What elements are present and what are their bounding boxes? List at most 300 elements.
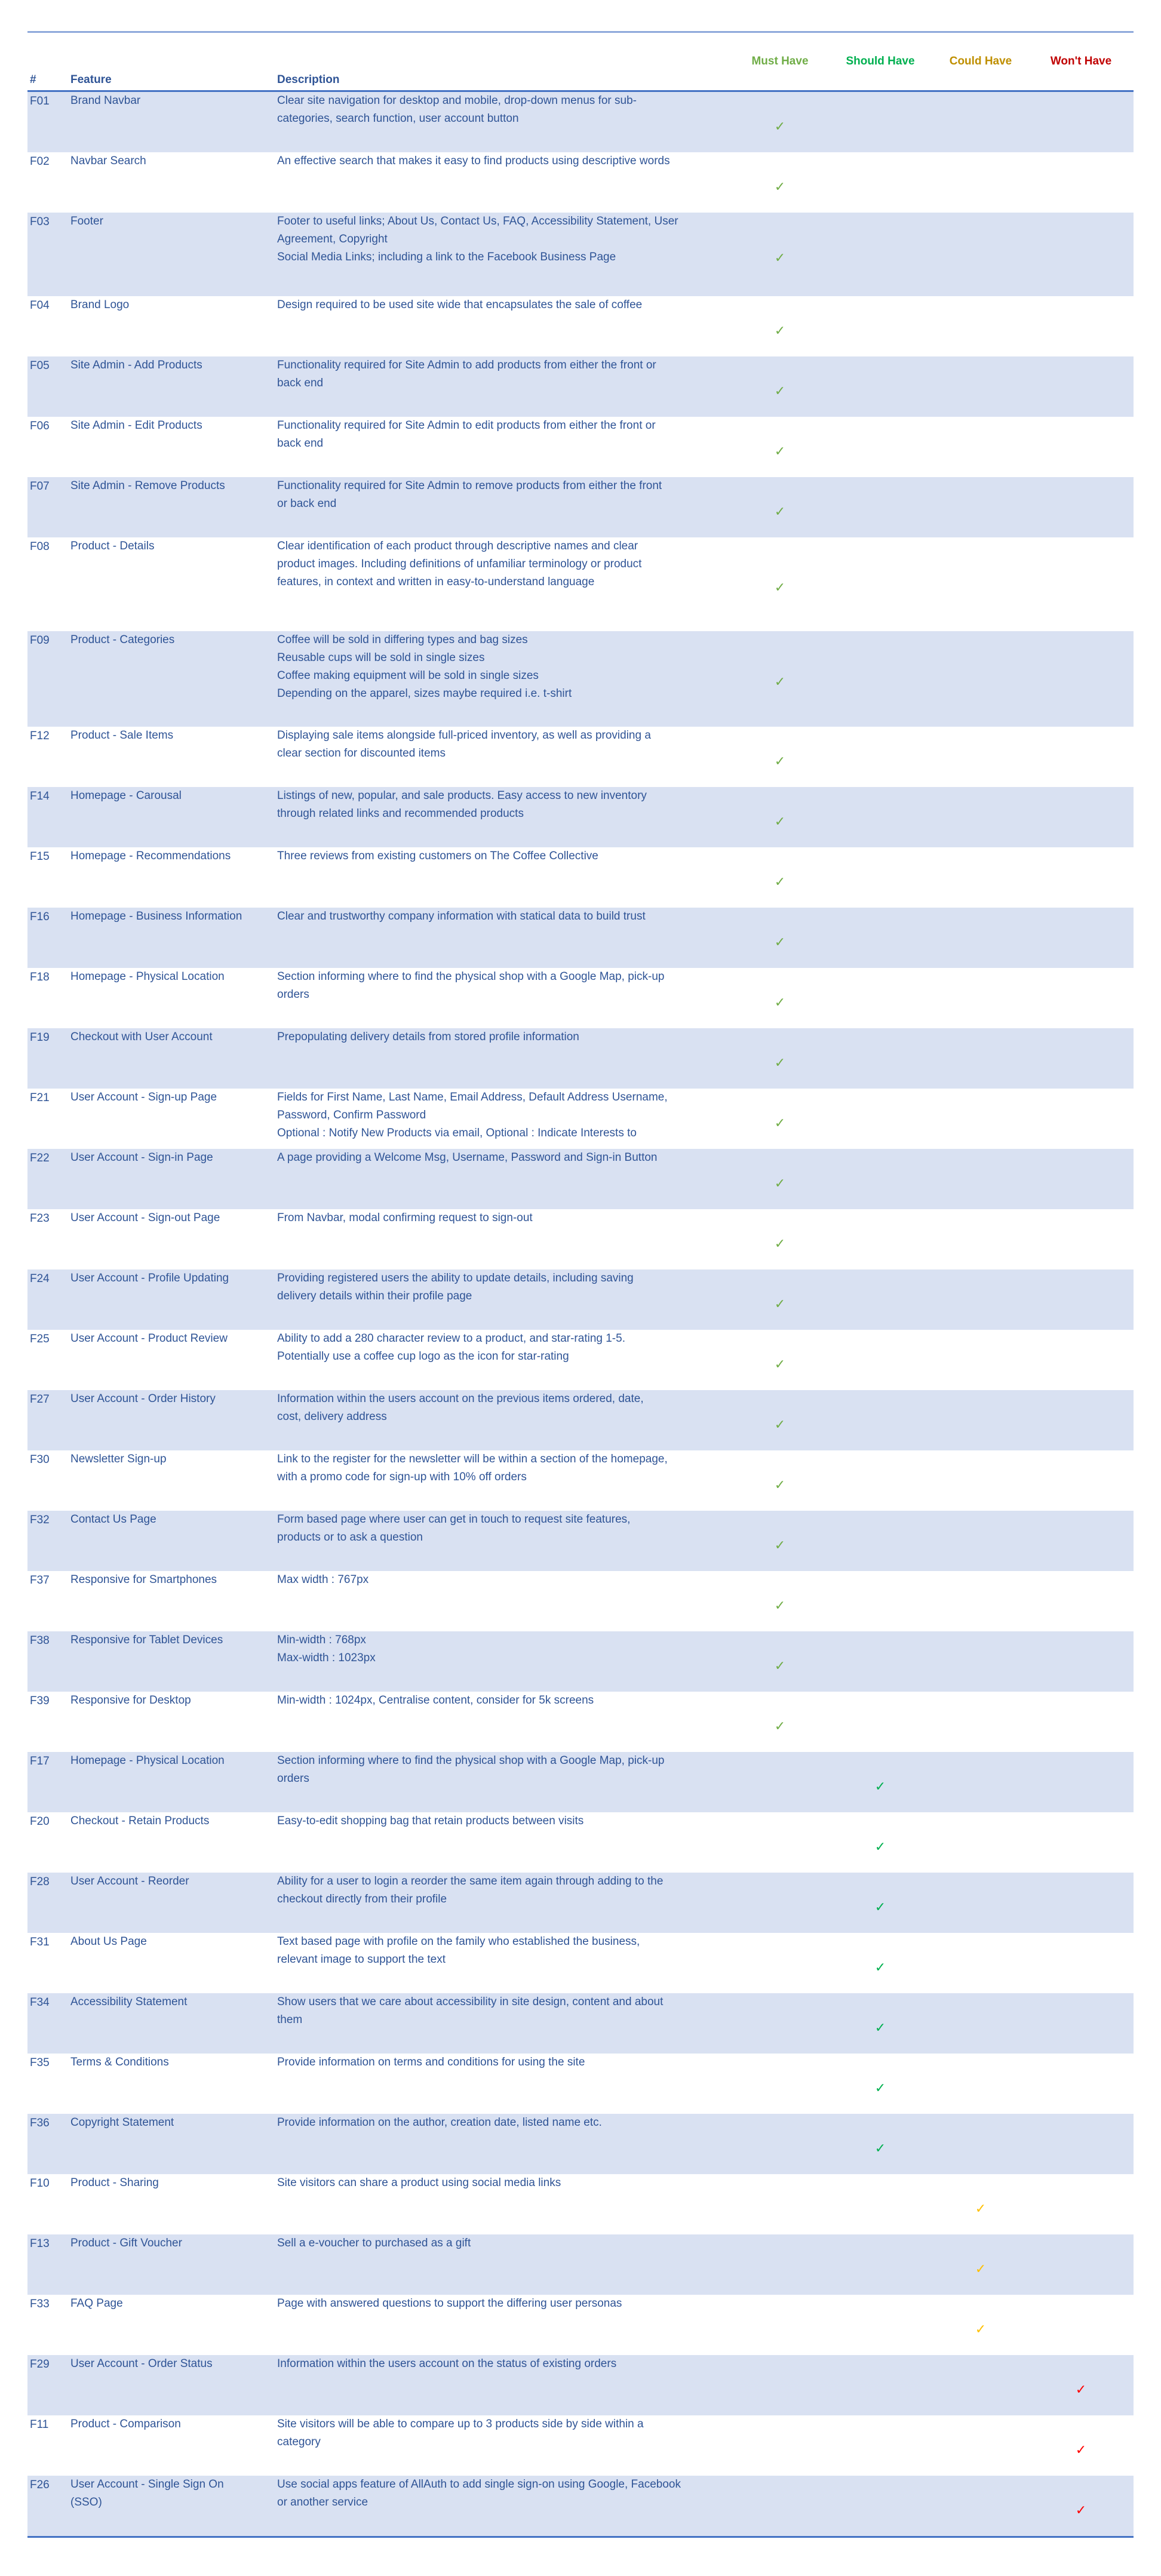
- feature-id: F12: [30, 730, 50, 742]
- priority-check-icon: ✓: [774, 754, 786, 769]
- priority-check-icon: ✓: [975, 2261, 987, 2276]
- feature-name: [70, 1028, 271, 1046]
- header-number: #: [30, 73, 36, 86]
- feature-id: F37: [30, 1574, 50, 1587]
- feature-name-line: Footer: [70, 215, 103, 228]
- feature-description: [277, 2355, 731, 2373]
- table-row: [27, 787, 1134, 847]
- table-row: [27, 2355, 1134, 2415]
- feature-id: F38: [30, 1634, 50, 1647]
- bottom-border: [27, 2536, 1134, 2538]
- feature-name-line: (SSO): [70, 2496, 102, 2509]
- feature-name-line: Responsive for Desktop: [70, 1694, 191, 1707]
- feature-id: F23: [30, 1212, 50, 1225]
- description-line: Agreement, Copyright: [277, 233, 388, 245]
- table-row: [27, 2174, 1134, 2234]
- description-line: Clear and trustworthy company information with statical data to build trust: [277, 910, 646, 923]
- priority-check-icon: ✓: [774, 1477, 786, 1492]
- description-line: Listings of new, popular, and sale products. Easy access to new inventory: [277, 789, 647, 802]
- feature-id: F27: [30, 1393, 50, 1406]
- feature-name: [70, 1149, 271, 1167]
- feature-name: [70, 477, 271, 495]
- description-line: Coffee making equipment will be sold in single sizes: [277, 669, 539, 682]
- priority-check-icon: ✓: [774, 1598, 786, 1613]
- feature-description: [277, 2415, 731, 2451]
- priority-check-icon: ✓: [874, 1899, 886, 1914]
- table-row: [27, 2295, 1134, 2355]
- description-line: Prepopulating delivery details from stored profile information: [277, 1031, 579, 1043]
- feature-name: [70, 1993, 271, 2011]
- feature-id: F32: [30, 1514, 50, 1526]
- description-line: Clear identification of each product through descriptive names and clear: [277, 540, 638, 552]
- feature-description: [277, 1330, 731, 1366]
- feature-id: F21: [30, 1092, 50, 1104]
- priority-check-icon: ✓: [774, 1658, 786, 1673]
- description-line: Potentially use a coffee cup logo as the icon for star-rating: [277, 1350, 569, 1363]
- table-row: [27, 847, 1134, 908]
- header-wont-have: Won't Have: [1050, 55, 1112, 67]
- feature-name-line: User Account - Reorder: [70, 1875, 189, 1888]
- table-row: [27, 417, 1134, 477]
- header-should-have: Should Have: [846, 55, 915, 67]
- feature-name-line: Product - Sale Items: [70, 729, 174, 742]
- table-row: [27, 2114, 1134, 2174]
- feature-id: F03: [30, 216, 50, 228]
- table-row: [27, 1511, 1134, 1571]
- description-line: Password, Confirm Password: [277, 1109, 426, 1121]
- feature-description: [277, 152, 731, 170]
- description-line: features, in context and written in easy-to-understand language: [277, 576, 595, 588]
- priority-check-icon: ✓: [774, 383, 786, 398]
- feature-description: [277, 1873, 731, 1908]
- priority-check-icon: ✓: [874, 2141, 886, 2156]
- feature-name: [70, 1511, 271, 1529]
- feature-name: [70, 787, 271, 805]
- table-row: [27, 1390, 1134, 1450]
- feature-name-line: Brand Navbar: [70, 94, 141, 107]
- priority-check-icon: ✓: [774, 179, 786, 194]
- feature-name-line: Site Admin - Add Products: [70, 359, 202, 371]
- table-row: [27, 477, 1134, 537]
- description-line: Page with answered questions to support the differing user personas: [277, 2297, 622, 2310]
- feature-name: [70, 213, 271, 230]
- feature-name-line: Accessibility Statement: [70, 1996, 188, 2008]
- priority-check-icon: ✓: [975, 2201, 987, 2216]
- feature-description: [277, 213, 731, 266]
- feature-id: F06: [30, 420, 50, 432]
- feature-id: F33: [30, 2298, 50, 2310]
- table-row: [27, 1269, 1134, 1330]
- feature-name: [70, 1450, 271, 1468]
- feature-description: [277, 1752, 731, 1788]
- description-line: or back end: [277, 497, 337, 510]
- feature-description: [277, 727, 731, 763]
- table-row: [27, 152, 1134, 213]
- description-line: Min-width : 1024px, Centralise content, consider for 5k screens: [277, 1694, 594, 1707]
- description-line: Link to the register for the newsletter will be within a section of the homepage,: [277, 1453, 668, 1465]
- table-row: [27, 1149, 1134, 1209]
- feature-name: [70, 1812, 271, 1830]
- table-row: [27, 356, 1134, 417]
- feature-name-line: Navbar Search: [70, 155, 146, 167]
- feature-id: F13: [30, 2237, 50, 2250]
- description-line: Ability to add a 280 character review to a product, and star-rating 1-5.: [277, 1332, 625, 1345]
- feature-name: [70, 1692, 271, 1710]
- feature-id: F35: [30, 2057, 50, 2069]
- description-line: Information within the users account on the status of existing orders: [277, 2357, 617, 2370]
- feature-id: F36: [30, 2117, 50, 2129]
- feature-description: [277, 1631, 731, 1667]
- description-line: Optional : Notify New Products via email, Optional : Indicate Interests to: [277, 1127, 637, 1139]
- feature-name-line: Product - Comparison: [70, 2418, 181, 2430]
- feature-name-line: Homepage - Physical Location: [70, 970, 225, 983]
- priority-check-icon: ✓: [874, 1839, 886, 1854]
- feature-id: F15: [30, 850, 50, 863]
- priority-check-icon: ✓: [874, 2020, 886, 2035]
- feature-id: F04: [30, 299, 50, 312]
- feature-description: [277, 968, 731, 1004]
- feature-id: F30: [30, 1453, 50, 1466]
- description-line: Provide information on terms and conditions for using the site: [277, 2056, 585, 2068]
- priority-check-icon: ✓: [774, 250, 786, 265]
- table-row: [27, 1089, 1134, 1149]
- priority-check-icon: ✓: [774, 874, 786, 889]
- feature-name-line: Homepage - Physical Location: [70, 1754, 225, 1767]
- description-line: Functionality required for Site Admin to add products from either the front or: [277, 359, 656, 371]
- feature-name: [70, 1269, 271, 1287]
- table-row: [27, 213, 1134, 296]
- priority-check-icon: ✓: [774, 1176, 786, 1191]
- description-line: Displaying sale items alongside full-priced inventory, as well as providing a: [277, 729, 651, 742]
- description-line: through related links and recommended products: [277, 807, 524, 820]
- table-row: [27, 1209, 1134, 1269]
- description-line: them: [277, 2014, 303, 2026]
- description-line: From Navbar, modal confirming request to sign-out: [277, 1212, 533, 1224]
- feature-name: [70, 2054, 271, 2071]
- feature-description: [277, 2295, 731, 2313]
- description-line: Three reviews from existing customers on The Coffee Collective: [277, 850, 598, 862]
- description-line: Site visitors will be able to compare up to 3 products side by side within a: [277, 2418, 644, 2430]
- description-line: Text based page with profile on the family who established the business,: [277, 1935, 640, 1948]
- priority-check-icon: ✓: [774, 444, 786, 459]
- feature-description: [277, 1812, 731, 1830]
- feature-id: F08: [30, 540, 50, 553]
- priority-check-icon: ✓: [1075, 2442, 1087, 2457]
- feature-name: [70, 2114, 271, 2132]
- feature-name-line: Product - Categories: [70, 634, 175, 646]
- header-feature: Feature: [70, 73, 112, 86]
- feature-id: F26: [30, 2479, 50, 2491]
- feature-name-line: Site Admin - Edit Products: [70, 419, 202, 432]
- description-line: Footer to useful links; About Us, Contact Us, FAQ, Accessibility Statement, User: [277, 215, 678, 228]
- description-line: Easy-to-edit shopping bag that retain products between visits: [277, 1815, 584, 1827]
- priority-check-icon: ✓: [874, 1960, 886, 1975]
- feature-name: [70, 152, 271, 170]
- priority-check-icon: ✓: [774, 504, 786, 519]
- feature-name-line: Site Admin - Remove Products: [70, 479, 225, 492]
- feature-name-line: Contact Us Page: [70, 1513, 156, 1526]
- table-row: [27, 908, 1134, 968]
- description-line: checkout directly from their profile: [277, 1893, 447, 1905]
- priority-check-icon: ✓: [774, 674, 786, 689]
- feature-description: [277, 847, 731, 865]
- header-could-have: Could Have: [949, 55, 1012, 67]
- description-line: product images. Including definitions of unfamiliar terminology or product: [277, 558, 642, 570]
- priority-check-icon: ✓: [774, 1115, 786, 1130]
- feature-name: [70, 908, 271, 926]
- feature-id: F14: [30, 790, 50, 803]
- table-row: [27, 1571, 1134, 1631]
- priority-check-icon: ✓: [774, 1538, 786, 1553]
- priority-check-icon: ✓: [975, 2322, 987, 2337]
- feature-name: [70, 2174, 271, 2192]
- feature-name: [70, 92, 271, 110]
- feature-id: F16: [30, 911, 50, 923]
- priority-check-icon: ✓: [774, 1417, 786, 1432]
- feature-name-line: User Account - Profile Updating: [70, 1272, 229, 1284]
- table-row: [27, 1330, 1134, 1390]
- priority-check-icon: ✓: [874, 2080, 886, 2095]
- table-row: [27, 537, 1134, 631]
- feature-id: F05: [30, 359, 50, 372]
- feature-name-line: Copyright Statement: [70, 2116, 174, 2129]
- feature-name-line: Newsletter Sign-up: [70, 1453, 167, 1465]
- table-row: [27, 2415, 1134, 2476]
- description-line: Functionality required for Site Admin to remove products from either the front: [277, 479, 662, 492]
- table-row: [27, 1933, 1134, 1993]
- feature-name-line: User Account - Order History: [70, 1392, 216, 1405]
- feature-id: F24: [30, 1272, 50, 1285]
- feature-description: [277, 477, 731, 513]
- feature-name-line: Checkout with User Account: [70, 1031, 213, 1043]
- feature-description: [277, 1269, 731, 1305]
- description-line: Section informing where to find the physical shop with a Google Map, pick-up: [277, 1754, 665, 1767]
- feature-description: [277, 2234, 731, 2252]
- feature-name: [70, 1873, 271, 1890]
- feature-name: [70, 1390, 271, 1408]
- feature-name-line: Product - Details: [70, 540, 155, 552]
- description-line: Sell a e-voucher to purchased as a gift: [277, 2237, 471, 2249]
- priority-check-icon: ✓: [1075, 2382, 1087, 2397]
- feature-description: [277, 1993, 731, 2029]
- feature-name: [70, 1752, 271, 1770]
- feature-name: [70, 1089, 271, 1106]
- feature-description: [277, 1028, 731, 1046]
- priority-check-icon: ✓: [774, 814, 786, 829]
- feature-name: [70, 2295, 271, 2313]
- feature-name-line: User Account - Product Review: [70, 1332, 228, 1345]
- feature-name: [70, 356, 271, 374]
- feature-description: [277, 537, 731, 591]
- description-line: Section informing where to find the physical shop with a Google Map, pick-up: [277, 970, 665, 983]
- feature-name: [70, 417, 271, 435]
- priority-check-icon: ✓: [874, 1779, 886, 1794]
- feature-id: F02: [30, 155, 50, 168]
- feature-id: F31: [30, 1936, 50, 1948]
- feature-name-line: Homepage - Business Information: [70, 910, 242, 923]
- description-line: category: [277, 2436, 321, 2448]
- table-row: [27, 1631, 1134, 1692]
- feature-description: [277, 1933, 731, 1969]
- feature-name: [70, 1631, 271, 1649]
- feature-description: [277, 417, 731, 453]
- table-row: [27, 296, 1134, 356]
- feature-description: [277, 1571, 731, 1589]
- feature-name-line: Product - Sharing: [70, 2177, 159, 2189]
- table-row: [27, 1873, 1134, 1933]
- description-line: back end: [277, 377, 324, 389]
- table-row: [27, 2476, 1134, 2536]
- feature-name-line: User Account - Single Sign On: [70, 2478, 224, 2491]
- table-row: [27, 631, 1134, 727]
- description-line: Use social apps feature of AllAuth to add single sign-on using Google, Facebook: [277, 2478, 681, 2491]
- description-line: with a promo code for sign-up with 10% off orders: [277, 1471, 527, 1483]
- description-line: Max-width : 1023px: [277, 1652, 376, 1664]
- table-row: [27, 2234, 1134, 2295]
- feature-description: [277, 356, 731, 392]
- table-row: [27, 1692, 1134, 1752]
- feature-description: [277, 1692, 731, 1710]
- feature-description: [277, 1511, 731, 1547]
- table-row: [27, 1450, 1134, 1511]
- description-line: or another service: [277, 2496, 368, 2509]
- priority-check-icon: ✓: [774, 323, 786, 338]
- feature-id: F07: [30, 480, 50, 493]
- description-line: orders: [277, 1772, 309, 1785]
- feature-description: [277, 1450, 731, 1486]
- description-line: Fields for First Name, Last Name, Email Address, Default Address Username,: [277, 1091, 668, 1103]
- feature-id: F11: [30, 2418, 49, 2431]
- table-row: [27, 1993, 1134, 2054]
- description-line: Show users that we care about accessibility in site design, content and about: [277, 1996, 664, 2008]
- feature-description: [277, 2054, 731, 2071]
- feature-id: F10: [30, 2177, 50, 2190]
- description-line: Clear site navigation for desktop and mobile, drop-down menus for sub-: [277, 94, 637, 107]
- header-must-have: Must Have: [751, 55, 809, 67]
- feature-name: [70, 1209, 271, 1227]
- description-line: Min-width : 768px: [277, 1634, 366, 1646]
- feature-name-line: User Account - Sign-in Page: [70, 1151, 213, 1164]
- description-line: clear section for discounted items: [277, 747, 446, 760]
- feature-name: [70, 631, 271, 649]
- feature-name: [70, 1571, 271, 1589]
- feature-description: [277, 908, 731, 926]
- priority-check-icon: ✓: [774, 580, 786, 595]
- feature-description: [277, 631, 731, 703]
- feature-name-line: Responsive for Smartphones: [70, 1573, 217, 1586]
- feature-name-line: About Us Page: [70, 1935, 147, 1948]
- table-row: [27, 92, 1134, 152]
- feature-description: [277, 1089, 731, 1142]
- description-line: Form based page where user can get in touch to request site features,: [277, 1513, 631, 1526]
- feature-description: [277, 2174, 731, 2192]
- feature-id: F28: [30, 1876, 50, 1888]
- feature-name-line: User Account - Order Status: [70, 2357, 213, 2370]
- description-line: Information within the users account on the previous items ordered, date,: [277, 1392, 644, 1405]
- feature-description: [277, 296, 731, 314]
- description-line: Site visitors can share a product using social media links: [277, 2177, 561, 2189]
- feature-id: F18: [30, 971, 50, 983]
- description-line: Coffee will be sold in differing types and bag sizes: [277, 634, 528, 646]
- feature-description: [277, 92, 731, 128]
- feature-description: [277, 787, 731, 823]
- table-row: [27, 727, 1134, 787]
- feature-name: [70, 537, 271, 555]
- description-line: Functionality required for Site Admin to edit products from either the front or: [277, 419, 656, 432]
- description-line: Ability for a user to login a reorder the same item again through adding to the: [277, 1875, 664, 1888]
- feature-id: F34: [30, 1996, 50, 2009]
- feature-name: [70, 847, 271, 865]
- priority-check-icon: ✓: [774, 1236, 786, 1251]
- description-line: Depending on the apparel, sizes maybe required i.e. t-shirt: [277, 687, 572, 700]
- header-description: Description: [277, 73, 340, 86]
- description-line: A page providing a Welcome Msg, Username, Password and Sign-in Button: [277, 1151, 658, 1164]
- feature-id: F17: [30, 1755, 50, 1767]
- priority-check-icon: ✓: [774, 1055, 786, 1070]
- feature-id: F25: [30, 1333, 50, 1345]
- feature-name-line: Brand Logo: [70, 299, 130, 311]
- feature-name: [70, 1933, 271, 1951]
- feature-name-line: Checkout - Retain Products: [70, 1815, 210, 1827]
- description-line: Providing registered users the ability to update details, including saving: [277, 1272, 634, 1284]
- feature-id: F19: [30, 1031, 50, 1044]
- feature-name-line: Responsive for Tablet Devices: [70, 1634, 223, 1646]
- description-line: relevant image to support the text: [277, 1953, 446, 1966]
- description-line: orders: [277, 988, 309, 1001]
- table-row: [27, 968, 1134, 1028]
- description-line: categories, search function, user account button: [277, 112, 519, 125]
- table-row: [27, 1812, 1134, 1873]
- priority-check-icon: ✓: [774, 119, 786, 134]
- description-line: Provide information on the author, creation date, listed name etc.: [277, 2116, 602, 2129]
- feature-name-line: Terms & Conditions: [70, 2056, 169, 2068]
- priority-check-icon: ✓: [1075, 2503, 1087, 2517]
- feature-id: F29: [30, 2358, 50, 2371]
- priority-check-icon: ✓: [774, 1296, 786, 1311]
- description-line: cost, delivery address: [277, 1410, 387, 1423]
- description-line: products or to ask a question: [277, 1531, 423, 1544]
- feature-id: F09: [30, 634, 50, 647]
- feature-description: [277, 1390, 731, 1426]
- description-line: Social Media Links; including a link to the Facebook Business Page: [277, 251, 616, 263]
- description-line: delivery details within their profile page: [277, 1290, 472, 1302]
- priority-check-icon: ✓: [774, 995, 786, 1010]
- feature-id: F22: [30, 1152, 50, 1164]
- feature-name-line: Homepage - Carousal: [70, 789, 182, 802]
- table-row: [27, 2054, 1134, 2114]
- feature-description: [277, 1209, 731, 1227]
- feature-name: [70, 2234, 271, 2252]
- feature-name: [70, 2476, 271, 2512]
- priority-check-icon: ✓: [774, 1357, 786, 1372]
- feature-name-line: Product - Gift Voucher: [70, 2237, 182, 2249]
- feature-id: F20: [30, 1815, 50, 1828]
- feature-name: [70, 2355, 271, 2373]
- feature-rows: [27, 92, 1134, 2536]
- feature-name: [70, 968, 271, 986]
- feature-description: [277, 2476, 731, 2512]
- feature-description: [277, 2114, 731, 2132]
- description-line: An effective search that makes it easy to find products using descriptive words: [277, 155, 670, 167]
- feature-name: [70, 1330, 271, 1348]
- description-line: back end: [277, 437, 324, 450]
- feature-name-line: FAQ Page: [70, 2297, 123, 2310]
- feature-name: [70, 727, 271, 745]
- description-line: Max width : 767px: [277, 1573, 369, 1586]
- priority-check-icon: ✓: [774, 935, 786, 949]
- description-line: Design required to be used site wide that encapsulates the sale of coffee: [277, 299, 643, 311]
- priority-check-icon: ✓: [774, 1719, 786, 1733]
